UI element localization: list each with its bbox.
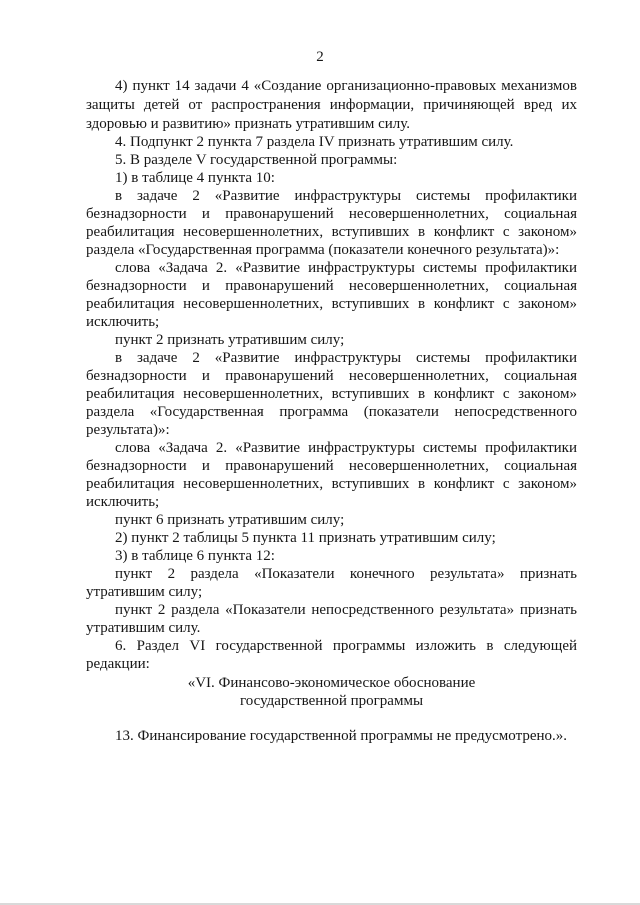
text-line: безнадзорности и правонарушений несовершеннолетних, социальная (86, 368, 577, 384)
text-line: в задаче 2 «Развитие инфраструктуры системы профилактики (115, 188, 577, 204)
text-line: реабилитация несовершеннолетних, вступивших в конфликт с законом» (86, 296, 577, 312)
text-line: 13. Финансирование государственной программы не предусмотрено.». (115, 728, 568, 744)
text-line: пункт 6 признать утратившим силу; (115, 512, 345, 528)
text-line: реабилитация несовершеннолетних, вступивших в конфликт с законом» (86, 224, 577, 240)
text-line: реабилитация несовершеннолетних, вступивших в конфликт с законом» (86, 386, 577, 402)
text-line: пункт 2 раздела «Показатели конечного результата» признать (115, 566, 577, 582)
text-line: редакции: (86, 656, 150, 672)
text-line: результата)»: (86, 422, 170, 438)
text-line: пункт 2 признать утратившим силу; (115, 332, 345, 348)
text-line: 4) пункт 14 задачи 4 «Создание организационно-правовых механизмов (115, 78, 577, 94)
text-line: защиты детей от распространения информации, причиняющей вред их (86, 97, 577, 113)
section-heading-line: «VI. Финансово-экономическое обоснование (187, 675, 476, 691)
text-line: реабилитация несовершеннолетних, вступивших в конфликт с законом» (86, 476, 577, 492)
text-line: пункт 2 раздела «Показатели непосредственного результата» признать (115, 602, 577, 618)
section-heading-line: государственной программы (239, 693, 424, 709)
text-line: исключить; (86, 314, 160, 330)
page-number: 2 (316, 49, 324, 65)
text-line: здоровью и развитию» признать утратившим силу. (86, 116, 411, 132)
text-line: утратившим силу; (86, 584, 203, 600)
text-line: 4. Подпункт 2 пункта 7 раздела IV признать утратившим силу. (115, 134, 514, 150)
text-line: исключить; (86, 494, 160, 510)
text-line: в задаче 2 «Развитие инфраструктуры системы профилактики (115, 350, 577, 366)
text-line: раздела «Государственная программа (показатели конечного результата)»: (86, 242, 560, 258)
text-line: слова «Задача 2. «Развитие инфраструктуры системы профилактики (115, 440, 577, 456)
text-line: 3) в таблице 6 пункта 12: (115, 548, 275, 564)
text-line: 2) пункт 2 таблицы 5 пункта 11 признать утратившим силу; (115, 530, 496, 546)
text-line: безнадзорности и правонарушений несовершеннолетних, социальная (86, 206, 577, 222)
text-line: безнадзорности и правонарушений несовершеннолетних, социальная (86, 458, 577, 474)
text-line: слова «Задача 2. «Развитие инфраструктуры системы профилактики (115, 260, 577, 276)
text-line: 5. В разделе V государственной программы: (115, 152, 398, 168)
text-line: утратившим силу. (86, 620, 201, 636)
text-line: 6. Раздел VI государственной программы изложить в следующей (115, 638, 577, 654)
text-line: раздела «Государственная программа (показатели непосредственного (86, 404, 577, 420)
text-line: безнадзорности и правонарушений несовершеннолетних, социальная (86, 278, 577, 294)
text-line: 1) в таблице 4 пункта 10: (115, 170, 275, 186)
